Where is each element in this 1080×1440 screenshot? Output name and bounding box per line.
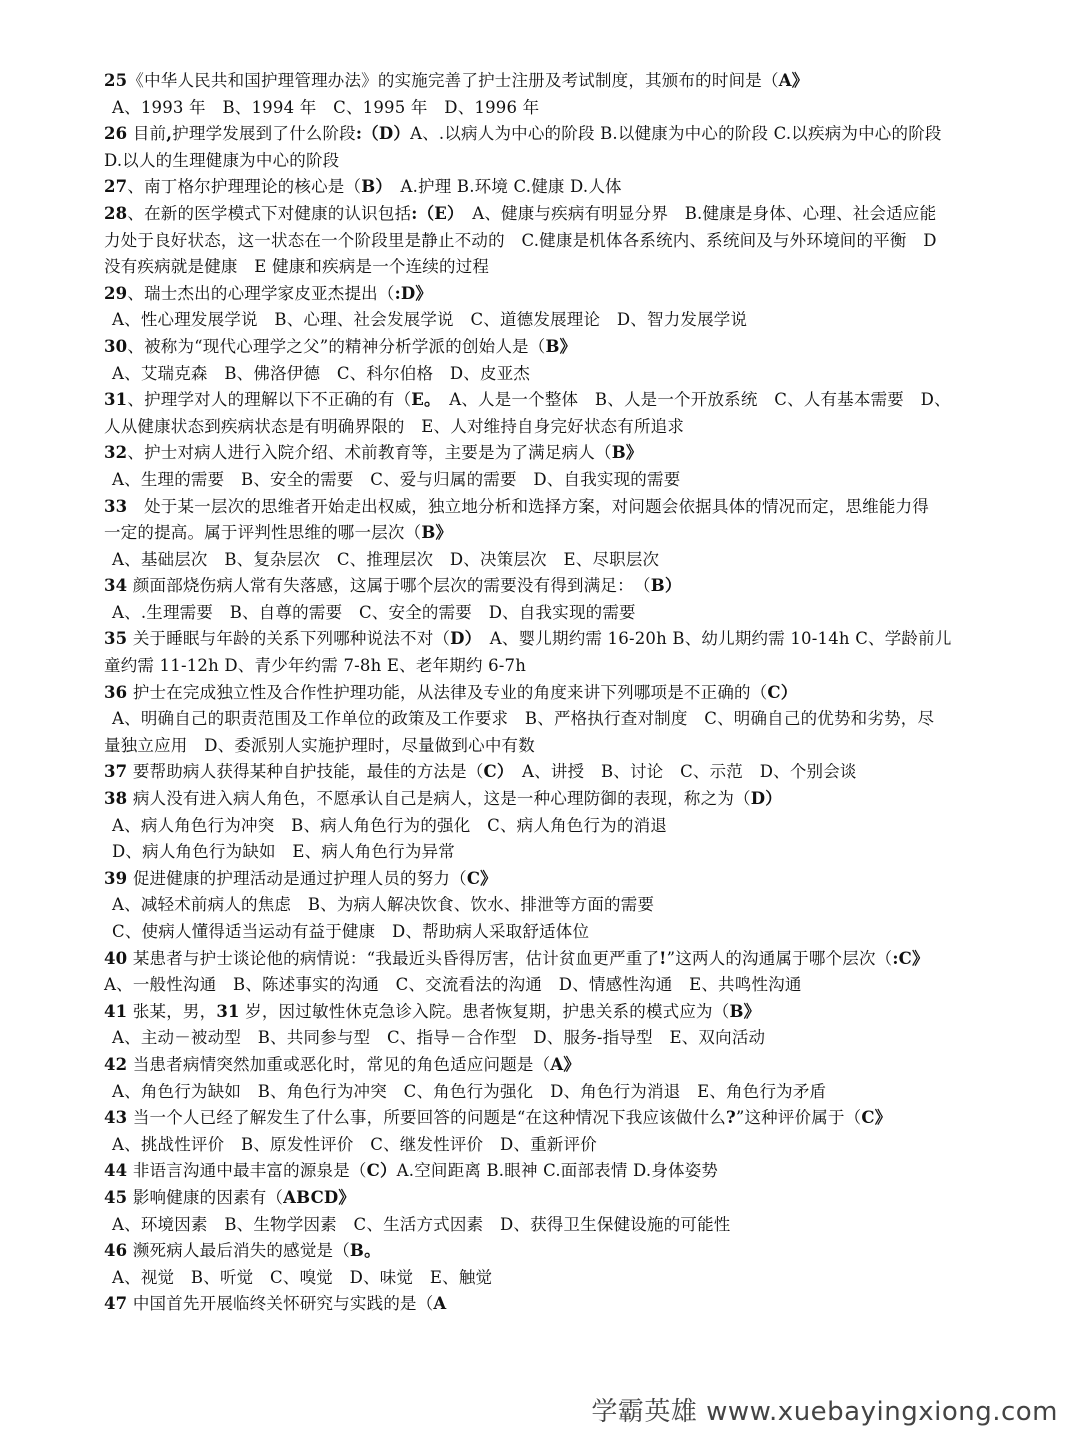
answer-key: B。 <box>349 1241 381 1261</box>
option-line <box>104 228 1014 255</box>
question-text: 当一个人已经了解发生了什么事，所要回答的问题是“在这种情况下我应该做什么 <box>127 1108 726 1128</box>
question-text: 非语言沟通中最丰富的源泉是（ <box>127 1161 367 1181</box>
question-number: 27 <box>104 177 128 197</box>
options-text: C、使病人懂得适当运动有益于健康 D、帮助病人采取舒适体位 <box>112 922 590 941</box>
option-line <box>104 95 1014 122</box>
document-body <box>104 68 1014 1318</box>
answer-key: C） <box>366 1161 397 1181</box>
answer-key: A <box>433 1294 447 1314</box>
answer-key: :（E） <box>411 203 456 223</box>
option-line <box>104 1079 1014 1106</box>
option-line <box>104 1265 1014 1292</box>
question-number: 36 <box>104 682 128 702</box>
question-text: 处于某一层次的思维者开始走出权威，独立地分析和选择方案，对问题会依据具体的情况而定，思维能力得 <box>127 496 929 516</box>
question-line <box>104 946 1014 973</box>
answer-key: C） <box>483 762 506 782</box>
options-text: 量独立应用 D、委派别人实施护理时，尽量做到心中有数 <box>104 735 535 755</box>
question-number: 39 <box>104 868 128 888</box>
question-line <box>104 786 1014 813</box>
answer-key: B》 <box>545 336 577 356</box>
question-line <box>104 281 1014 308</box>
option-line <box>104 547 1014 574</box>
option-line <box>104 414 1014 441</box>
answer-key: ? <box>725 1108 736 1128</box>
answer-key: D） <box>450 629 474 649</box>
options-text: A、病人角色行为冲突 B、病人角色行为的强化 C、病人角色行为的消退 <box>112 815 667 835</box>
question-text: 张某，男， <box>127 1001 217 1021</box>
answer-key: A》 <box>778 71 809 90</box>
option-line <box>104 653 1014 680</box>
option-line <box>104 706 1014 733</box>
options-text: A、1993 年 B、1994 年 C、1995 年 D、1996 年 <box>112 97 540 117</box>
question-text: 濒死病人最后消失的感觉是（ <box>127 1241 350 1261</box>
options-text: D、病人角色行为缺如 E、病人角色行为异常 <box>112 842 455 862</box>
answer-key: A》 <box>550 1054 581 1074</box>
question-text: 促进健康的护理活动是通过护理人员的努力（ <box>127 868 467 888</box>
option-line <box>104 1025 1014 1052</box>
question-number: 43 <box>104 1108 128 1128</box>
options-text: A、角色行为缺如 B、角色行为冲突 C、角色行为强化 D、角色行为消退 E、角色行为矛盾 <box>112 1081 827 1101</box>
option-line <box>104 839 1014 866</box>
question-line <box>104 334 1014 361</box>
options-text: A、婴儿期约需 16-20h B、幼儿期约需 10-14h C、学龄前儿 <box>473 629 952 649</box>
question-line <box>104 573 1014 600</box>
option-line <box>104 919 1014 946</box>
question-number: 34 <box>104 576 128 596</box>
question-text: 关于睡眠与年龄的关系下列哪种说法不对（ <box>127 629 451 649</box>
options-text: A、人是一个整体 B、人是一个开放系统 C、人有基本需要 D、 <box>432 390 951 410</box>
options-text: A、生理的需要 B、安全的需要 C、爱与归属的需要 D、自我实现的需要 <box>112 469 681 489</box>
question-line <box>104 1052 1014 1079</box>
options-text: A、环境因素 B、生物学因素 C、生活方式因素 D、获得卫生保健设施的可能性 <box>112 1214 731 1234</box>
question-line <box>104 626 1014 653</box>
question-number: 44 <box>104 1161 128 1181</box>
answer-key: B） <box>650 576 682 596</box>
options-text: D.以人的生理健康为中心的阶段 <box>104 150 340 170</box>
answer-key: :（D） <box>355 124 411 144</box>
question-number: 30 <box>104 336 128 356</box>
options-text: A、主动－被动型 B、共同参与型 C、指导－合作型 D、服务-指导型 E、双向活动 <box>112 1028 766 1048</box>
options-text: A.空间距离 B.眼神 C.面部表情 D.身体姿势 <box>396 1161 719 1181</box>
question-number: 38 <box>104 789 128 809</box>
question-number: 33 <box>104 496 128 516</box>
question-line <box>104 1291 1014 1318</box>
answer-key: B》 <box>611 443 643 463</box>
question-number: 26 <box>104 124 128 144</box>
question-text: 、瑞士杰出的心理学家皮亚杰提出（ <box>127 283 395 303</box>
question-line <box>104 759 1014 786</box>
question-text: 目前 <box>127 124 167 144</box>
answer-key: ! <box>659 948 667 968</box>
option-line <box>104 361 1014 388</box>
options-text: A、减轻术前病人的焦虑 B、为病人解决饮食、饮水、排泄等方面的需要 <box>112 895 655 915</box>
answer-key: C》 <box>466 868 497 888</box>
question-number: 47 <box>104 1294 128 1314</box>
option-line <box>104 467 1014 494</box>
answer-key: D） <box>750 789 782 809</box>
question-text: 护士在完成独立性及合作性护理功能，从法律及专业的角度来讲下列哪项是不正确的（ <box>127 682 768 702</box>
answer-key: :D》 <box>394 283 433 303</box>
answer-key: B） <box>361 177 384 197</box>
question-number: 46 <box>104 1241 128 1261</box>
option-line <box>104 600 1014 627</box>
watermark-footer: 学霸英雄 www.xuebayingxiong.com <box>591 1397 1058 1427</box>
question-text: 、南丁格尔护理理论的核心是（ <box>127 177 362 197</box>
answer-key: , <box>166 124 173 144</box>
question-line <box>104 121 1014 148</box>
question-line <box>104 1185 1014 1212</box>
option-line <box>104 307 1014 334</box>
options-text: A、明确自己的职责范围及工作单位的政策及工作要求 B、严格执行查对制度 C、明确自己的优势和劣势，尽 <box>112 709 935 729</box>
options-text: 人从健康状态到疾病状态是有明确界限的 E、人对维持自身完好状态有所追求 <box>104 416 685 436</box>
question-line <box>104 387 1014 414</box>
question-text: 护理学发展到了什么阶段 <box>172 124 356 144</box>
question-text: 影响健康的因素有（ <box>127 1187 284 1207</box>
options-text: A、视觉 B、听觉 C、嗅觉 D、味觉 E、触觉 <box>112 1267 493 1287</box>
options-text: 没有疾病就是健康 E 健康和疾病是一个连续的过程 <box>104 257 490 277</box>
options-text: A.护理 B.环境 C.健康 D.人体 <box>383 177 622 197</box>
question-text: 中国首先开展临终关怀研究与实践的是（ <box>127 1294 434 1314</box>
options-text: A、讲授 B、讨论 C、示范 D、个别会谈 <box>505 762 857 782</box>
option-line <box>104 972 1014 999</box>
question-line <box>104 201 1014 228</box>
question-text: ”这两人的沟通属于哪个层次（ <box>666 948 893 968</box>
question-text: 要帮助病人获得某种自护技能，最佳的方法是（ <box>127 762 484 782</box>
question-text: ”这种评价属于（ <box>735 1108 862 1128</box>
question-number: 45 <box>104 1187 128 1207</box>
answer-key: ABCD》 <box>283 1187 356 1207</box>
question-number: 41 <box>104 1001 128 1021</box>
option-line <box>104 733 1014 760</box>
answer-key: E。 <box>411 390 433 410</box>
question-line <box>104 866 1014 893</box>
question-text: 当患者病情突然加重或恶化时，常见的角色适应问题是（ <box>127 1054 551 1074</box>
question-text: 、在新的医学模式下对健康的认识包括 <box>127 203 412 223</box>
question-text: 病人没有进入病人角色，不愿承认自己是病人，这是一种心理防御的表现，称之为（ <box>127 789 751 809</box>
answer-key: C》 <box>861 1108 892 1128</box>
question-number: 32 <box>104 443 128 463</box>
answer-key: :C》 <box>892 948 929 968</box>
question-text: 岁，因过敏性休克急诊入院。患者恢复期，护患关系的模式应为（ <box>239 1001 730 1021</box>
question-text: 、护士对病人进行入院介绍、术前教育等，主要是为了满足病人（ <box>127 443 612 463</box>
options-text: A、挑战性评价 B、原发性评价 C、继发性评价 D、重新评价 <box>112 1134 597 1154</box>
answer-key: B》 <box>421 523 453 543</box>
options-text: A、.以病人为中心的阶段 B.以健康为中心的阶段 C.以疾病为中心的阶段 <box>410 124 942 144</box>
question-line <box>104 520 1014 547</box>
question-line <box>104 68 1014 95</box>
options-text: A、健康与疾病有明显分界 B.健康是身体、心理、社会适应能 <box>455 203 937 223</box>
options-text: A、性心理发展学说 B、心理、社会发展学说 C、道德发展理论 D、智力发展学说 <box>112 310 748 330</box>
question-number: 25 <box>104 71 128 90</box>
options-text: A、一般性沟通 B、陈述事实的沟通 C、交流看法的沟通 D、情感性沟通 E、共鸣性沟通 <box>104 975 802 995</box>
options-text: A、.生理需要 B、自尊的需要 C、安全的需要 D、自我实现的需要 <box>112 602 636 622</box>
question-number: 42 <box>104 1054 128 1074</box>
question-line <box>104 1158 1014 1185</box>
question-text: 、护理学对人的理解以下不正确的有（ <box>127 390 412 410</box>
question-number: 29 <box>104 283 128 303</box>
question-number: 40 <box>104 948 128 968</box>
question-text: 、被称为“现代心理学之父”的精神分析学派的创始人是（ <box>127 336 546 356</box>
question-line <box>104 440 1014 467</box>
question-line <box>104 680 1014 707</box>
option-line <box>104 1132 1014 1159</box>
option-line <box>104 892 1014 919</box>
question-number: 31 <box>104 390 128 410</box>
option-line <box>104 148 1014 175</box>
question-number: 37 <box>104 762 128 782</box>
answer-key: B》 <box>729 1001 761 1021</box>
question-line <box>104 1105 1014 1132</box>
option-line <box>104 1212 1014 1239</box>
question-text: 一定的提高。属于评判性思维的哪一层次（ <box>104 523 422 543</box>
answer-key: C） <box>767 682 798 702</box>
question-number: 28 <box>104 203 128 223</box>
question-line <box>104 494 1014 521</box>
question-line <box>104 999 1014 1026</box>
options-text: 童约需 11-12h D、青少年约需 7-8h E、老年期约 6-7h <box>104 656 527 676</box>
question-text: 《中华人民共和国护理管理办法》的实施完善了护士注册及考试制度，其颁布的时间是（ <box>127 71 779 90</box>
age-value: 31 <box>216 1001 240 1021</box>
options-text: A、基础层次 B、复杂层次 C、推理层次 D、决策层次 E、尽职层次 <box>112 549 660 569</box>
option-line <box>104 254 1014 281</box>
question-text: 颜面部烧伤病人常有失落感，这属于哪个层次的需要没有得到满足： （ <box>127 576 651 596</box>
options-text: A、艾瑞克森 B、佛洛伊德 C、科尔伯格 D、皮亚杰 <box>112 363 531 383</box>
option-line <box>104 813 1014 840</box>
question-line <box>104 1238 1014 1265</box>
question-number: 35 <box>104 629 128 649</box>
question-text: 某患者与护士谈论他的病情说：“我最近头昏得厉害，估计贫血更严重了 <box>127 948 660 968</box>
question-line <box>104 174 1014 201</box>
options-text: 力处于良好状态，这一状态在一个阶段里是静止不动的 C.健康是机体各系统内、系统间及与外环境间的平衡 D <box>104 230 937 250</box>
